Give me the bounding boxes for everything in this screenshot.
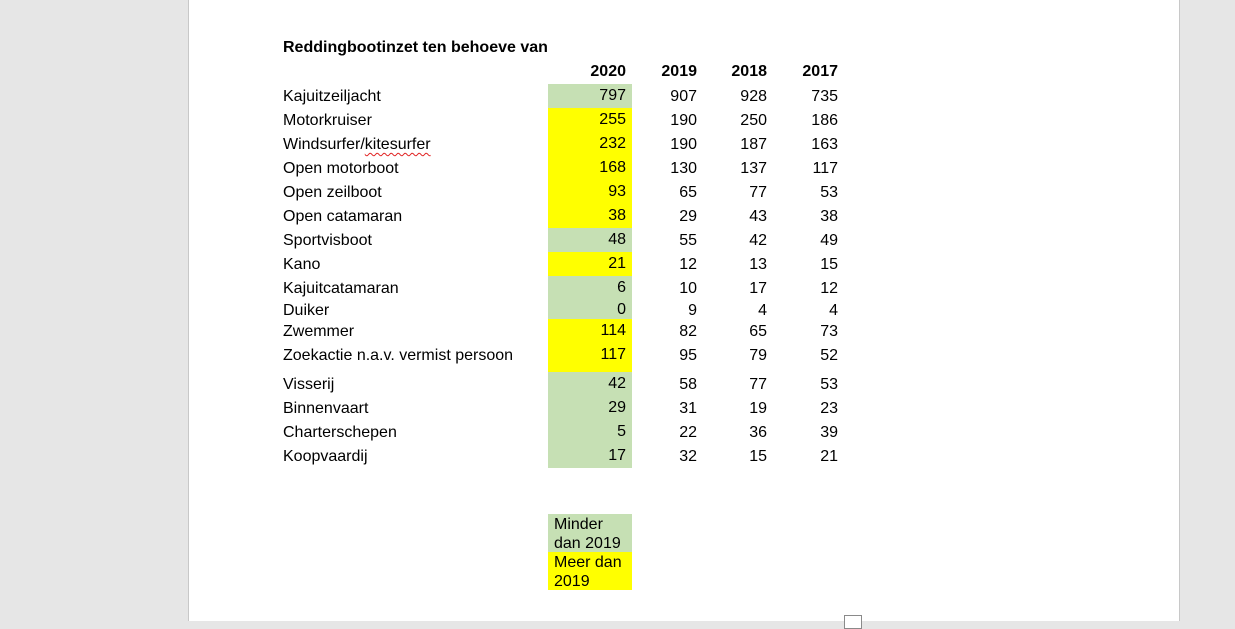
cell-2020: 48 bbox=[548, 228, 632, 252]
header-2017: 2017 bbox=[802, 63, 838, 80]
cell-2017: 73 bbox=[820, 323, 838, 340]
row-label: Binnenvaart bbox=[283, 400, 369, 417]
cell-2019: 12 bbox=[679, 256, 697, 273]
row-label: Visserij bbox=[283, 376, 335, 393]
cell-2017: 117 bbox=[812, 160, 838, 177]
cell-2017: 23 bbox=[820, 400, 838, 417]
cell-2019: 190 bbox=[670, 136, 697, 153]
cell-2020: 0 bbox=[548, 300, 632, 319]
cell-2020: 232 bbox=[548, 132, 632, 156]
header-2020: 2020 bbox=[590, 63, 626, 80]
row-label: Windsurfer/kitesurfer bbox=[283, 136, 431, 153]
cell-2018: 4 bbox=[758, 302, 767, 319]
row-label: Sportvisboot bbox=[283, 232, 372, 249]
cell-2017: 53 bbox=[820, 184, 838, 201]
cell-2018: 187 bbox=[740, 136, 767, 153]
row-label: Open motorboot bbox=[283, 160, 399, 177]
cell-2020: 29 bbox=[548, 396, 632, 420]
cell-2019: 907 bbox=[670, 88, 697, 105]
cell-2018: 250 bbox=[740, 112, 767, 129]
cell-2017: 4 bbox=[829, 302, 838, 319]
row-label: Kano bbox=[283, 256, 321, 273]
legend-less-than-2019: Minder dan 2019 bbox=[548, 514, 632, 552]
cell-2017: 735 bbox=[811, 88, 838, 105]
cell-2018: 36 bbox=[749, 424, 767, 441]
cell-2018: 928 bbox=[740, 88, 767, 105]
row-label: Open catamaran bbox=[283, 208, 403, 225]
cell-2020: 168 bbox=[548, 156, 632, 180]
row-label: Charterschepen bbox=[283, 424, 397, 441]
cell-2017: 38 bbox=[820, 208, 838, 225]
row-label: Zwemmer bbox=[283, 323, 355, 340]
cell-2019: 130 bbox=[670, 160, 697, 177]
cell-2020: 255 bbox=[548, 108, 632, 132]
cell-2019: 22 bbox=[679, 424, 697, 441]
header-2019: 2019 bbox=[661, 63, 697, 80]
cell-2018: 65 bbox=[749, 323, 767, 340]
cell-2018: 17 bbox=[749, 280, 767, 297]
cell-2018: 77 bbox=[749, 184, 767, 201]
cell-2019: 65 bbox=[679, 184, 697, 201]
cell-2020: 42 bbox=[548, 372, 632, 396]
cell-2017: 49 bbox=[820, 232, 838, 249]
cell-2020: 5 bbox=[548, 420, 632, 444]
header-2018: 2018 bbox=[731, 63, 767, 80]
cell-2020: 17 bbox=[548, 444, 632, 468]
cell-2019: 32 bbox=[679, 448, 697, 465]
row-label: Motorkruiser bbox=[283, 112, 372, 129]
table-title: Reddingbootinzet ten behoeve van bbox=[283, 39, 548, 56]
cell-2019: 9 bbox=[688, 302, 697, 319]
cell-2019: 55 bbox=[679, 232, 697, 249]
row-label: Open zeilboot bbox=[283, 184, 382, 201]
cell-2018: 42 bbox=[749, 232, 767, 249]
cell-2017: 53 bbox=[820, 376, 838, 393]
cell-2019: 82 bbox=[679, 323, 697, 340]
cell-2019: 190 bbox=[670, 112, 697, 129]
cell-2017: 39 bbox=[820, 424, 838, 441]
cell-2018: 19 bbox=[749, 400, 767, 417]
cell-2017: 12 bbox=[820, 280, 838, 297]
cell-2018: 79 bbox=[749, 347, 767, 364]
checkbox-icon[interactable] bbox=[844, 615, 862, 629]
cell-2020: 6 bbox=[548, 276, 632, 300]
cell-2020: 797 bbox=[548, 84, 632, 108]
row-label: Duiker bbox=[283, 302, 330, 319]
cell-2019: 58 bbox=[679, 376, 697, 393]
cell-2017: 15 bbox=[820, 256, 838, 273]
row-label: Kajuitzeiljacht bbox=[283, 88, 381, 105]
cell-2020: 114 bbox=[548, 319, 632, 343]
document-page bbox=[188, 0, 1180, 621]
cell-2018: 137 bbox=[740, 160, 767, 177]
cell-2019: 31 bbox=[679, 400, 697, 417]
cell-2020: 93 bbox=[548, 180, 632, 204]
row-label: Zoekactie n.a.v. vermist persoon bbox=[283, 347, 514, 364]
cell-2017: 186 bbox=[811, 112, 838, 129]
cell-2018: 43 bbox=[749, 208, 767, 225]
cell-2017: 52 bbox=[820, 347, 838, 364]
cell-2020: 117 bbox=[548, 343, 632, 372]
cell-2018: 77 bbox=[749, 376, 767, 393]
row-label: Kajuitcatamaran bbox=[283, 280, 399, 297]
legend-more-than-2019: Meer dan 2019 bbox=[548, 552, 632, 590]
cell-2019: 10 bbox=[679, 280, 697, 297]
cell-2018: 13 bbox=[749, 256, 767, 273]
cell-2017: 163 bbox=[811, 136, 838, 153]
cell-2019: 29 bbox=[679, 208, 697, 225]
cell-2019: 95 bbox=[679, 347, 697, 364]
cell-2020: 38 bbox=[548, 204, 632, 228]
cell-2018: 15 bbox=[749, 448, 767, 465]
cell-2020: 21 bbox=[548, 252, 632, 276]
cell-2017: 21 bbox=[820, 448, 838, 465]
row-label: Koopvaardij bbox=[283, 448, 368, 465]
